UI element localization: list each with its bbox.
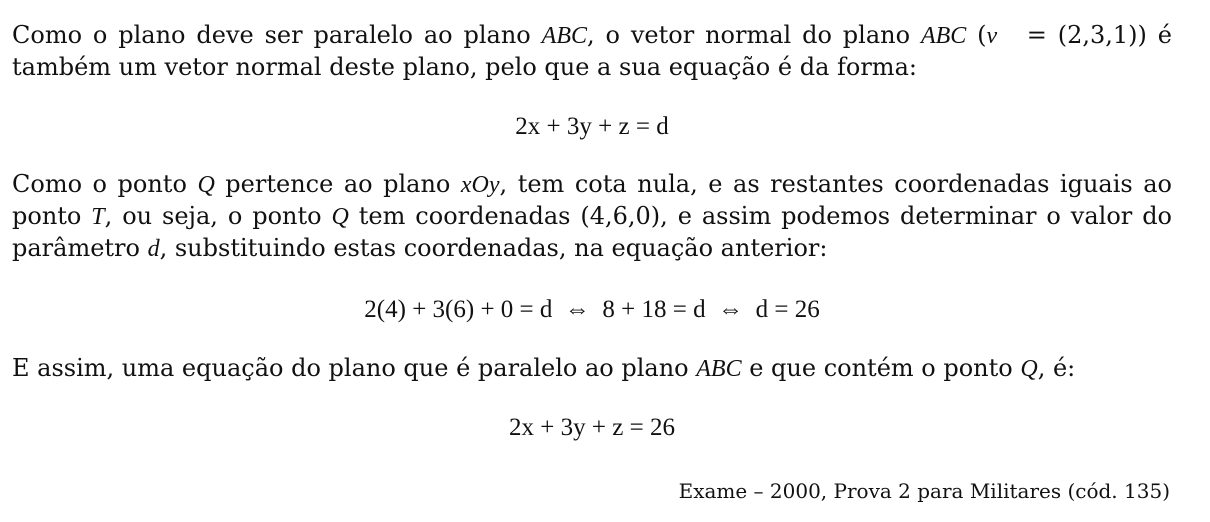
math-plane-xoy: xOy [460, 172, 500, 198]
math-plane-abc: ABC [920, 23, 967, 49]
text: pertence ao plano [214, 170, 461, 198]
paragraph-normal-vector [12, 20, 1172, 83]
math-plane-abc: ABC [541, 23, 587, 49]
text: , substituindo estas coordenadas, na equação anterior: [159, 234, 828, 262]
paragraph-point-q [12, 169, 1172, 265]
text: e que contém o ponto [741, 354, 1021, 382]
text: Como o plano deve ser paralelo ao plano [12, 21, 542, 49]
text: , é: [1037, 354, 1076, 382]
paragraph-conclusion [12, 353, 1172, 385]
equation-text: 2x + 3y + z = d [515, 113, 669, 140]
math-point-t: T [91, 204, 105, 230]
equation-text: 2(4) + 3(6) + 0 = d ⇔ 8 + 18 = d ⇔ d = 26 [364, 296, 820, 323]
exam-source-citation: Exame – 2000, Prova 2 para Militares (cód. 135) [678, 479, 1170, 503]
text: tem coordenadas (4,6,0), e assim podemos determinar o valor do parâmetro [12, 202, 1173, 262]
text: E assim, uma equação do plano que é paralelo ao plano [12, 354, 697, 382]
text: Como o ponto [12, 170, 198, 198]
equation-plane-form [12, 111, 1172, 142]
equation-final-plane [12, 412, 1172, 443]
text: , tem cota nula, e as restantes coordenadas iguais ao ponto [12, 170, 1173, 230]
math-point-q: Q [197, 172, 215, 198]
math-parameter-d: d [147, 236, 160, 262]
math-point-q: Q [331, 204, 349, 230]
text: , ou seja, o ponto [104, 202, 332, 230]
math-plane-abc: ABC [696, 356, 742, 382]
text: = (2,3,1)) é também um vetor normal deste plano, pelo que a sua equação é da forma: [12, 21, 1173, 81]
document-body [12, 20, 1172, 443]
text: , o vetor normal do plano [586, 21, 921, 49]
math-vector-v: v⃗ [986, 23, 1016, 49]
equation-text: 2x + 3y + z = 26 [509, 414, 675, 441]
equation-solve-d [12, 294, 1172, 325]
text: ( [966, 21, 987, 49]
math-point-q: Q [1020, 356, 1038, 382]
